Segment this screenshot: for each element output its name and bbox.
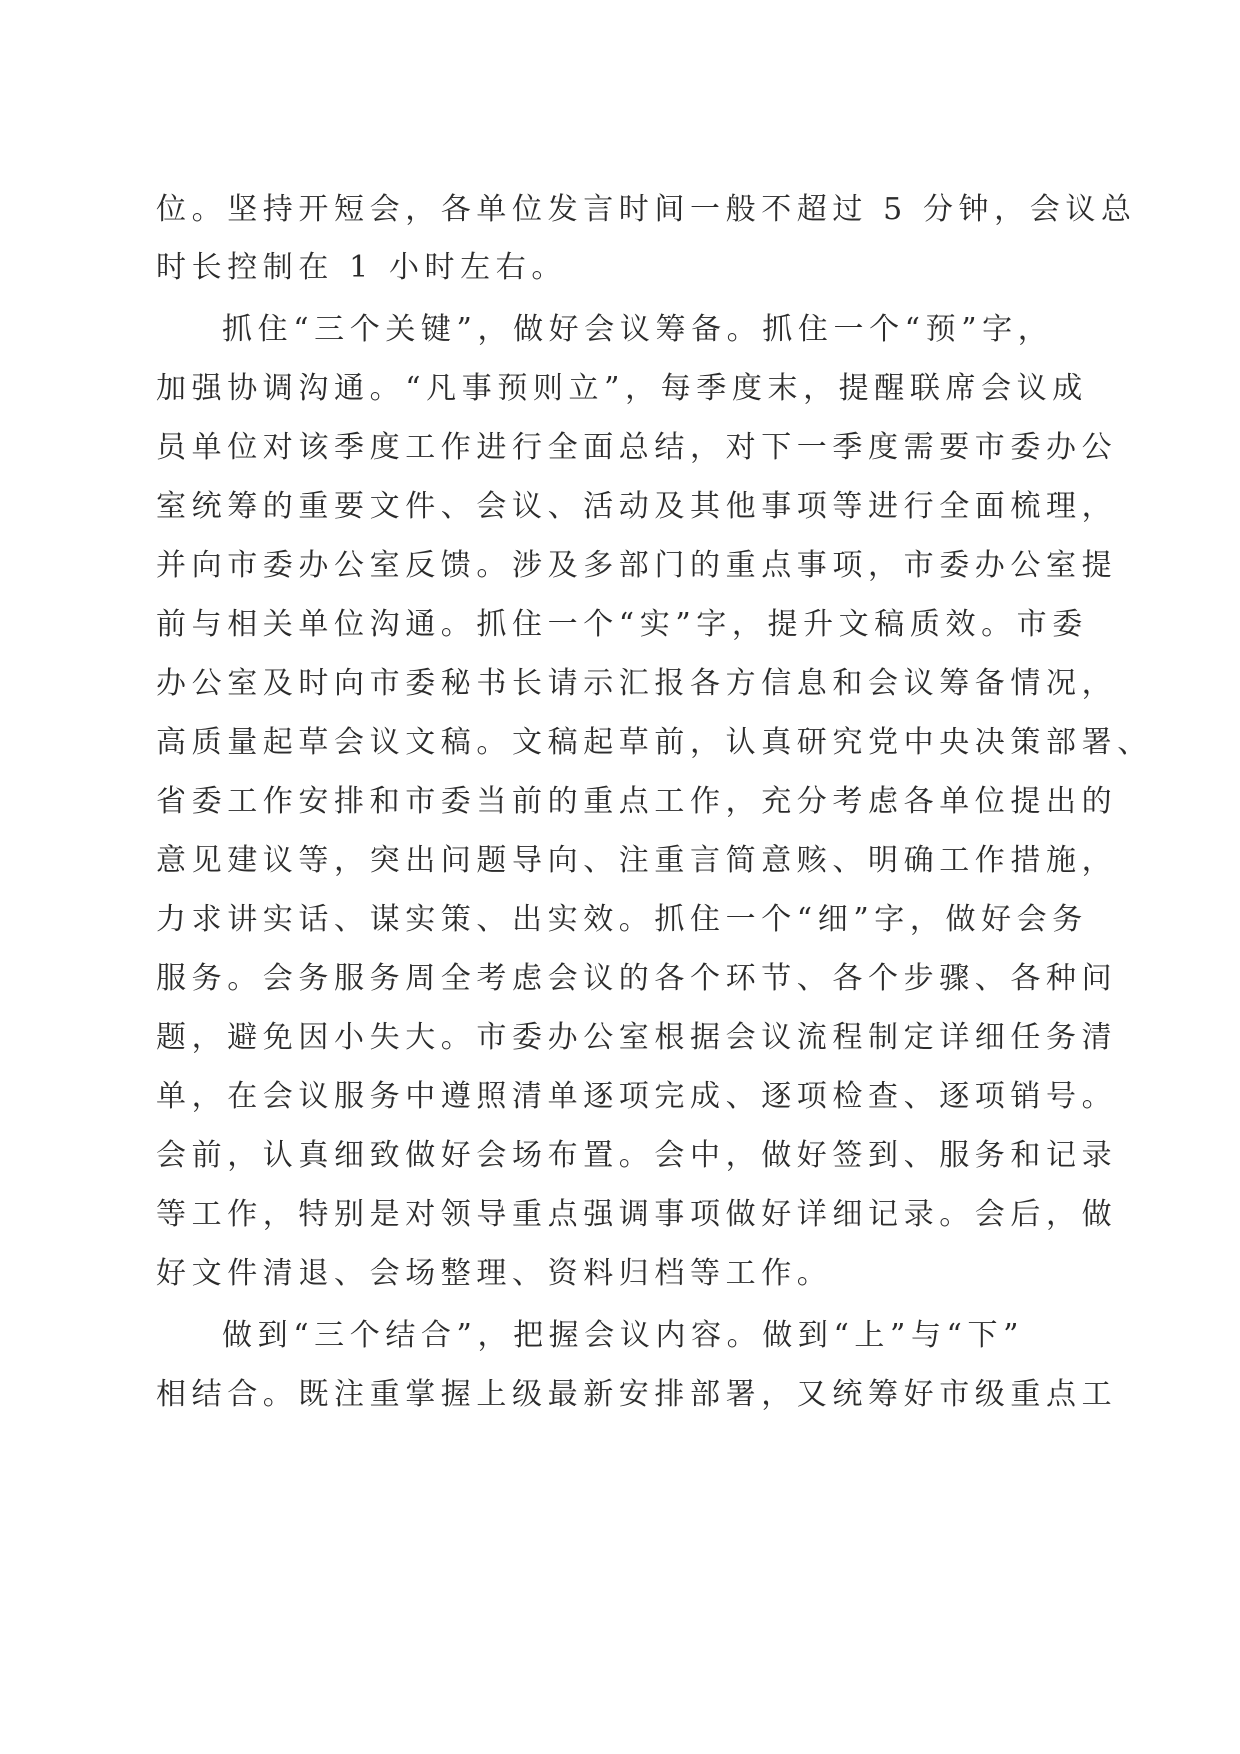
text-line: 员单位对该季度工作进行全面总结，对下一季度需要市委办公	[156, 430, 1118, 465]
text-line: 会前，认真细致做好会场布置。会中，做好签到、服务和记录	[156, 1138, 1118, 1173]
text-line: 并向市委办公室反馈。涉及多部门的重点事项，市委办公室提	[156, 548, 1118, 583]
text-line: 单，在会议服务中遵照清单逐项完成、逐项检查、逐项销号。	[156, 1079, 1118, 1114]
text-line: 好文件清退、会场整理、资料归档等工作。	[156, 1256, 833, 1291]
text-line: 加强协调沟通。“凡事预则立”，每季度末，提醒联席会议成	[156, 371, 1088, 406]
text-line: 位。坚持开短会，各单位发言时间一般不超过 5 分钟，会议总	[156, 192, 1137, 227]
text-line: 高质量起草会议文稿。文稿起草前，认真研究党中央决策部署、	[156, 725, 1153, 760]
text-line: 服务。会务服务周全考虑会议的各个环节、各个步骤、各种问	[156, 961, 1118, 996]
paragraph-start-line: 抓住“三个关键”，做好会议筹备。抓住一个“预”字，	[222, 312, 1054, 347]
text-line: 办公室及时向市委秘书长请示汇报各方信息和会议筹备情况，	[156, 666, 1118, 701]
text-line: 室统筹的重要文件、会议、活动及其他事项等进行全面梳理，	[156, 489, 1118, 524]
text-line: 省委工作安排和市委当前的重点工作，充分考虑各单位提出的	[156, 784, 1118, 819]
text-line: 等工作，特别是对领导重点强调事项做好详细记录。会后，做	[156, 1197, 1118, 1232]
text-line: 前与相关单位沟通。抓住一个“实”字，提升文稿质效。市委	[156, 607, 1088, 642]
text-line: 题，避免因小失大。市委办公室根据会议流程制定详细任务清	[156, 1020, 1118, 1055]
text-line: 相结合。既注重掌握上级最新安排部署，又统筹好市级重点工	[156, 1377, 1118, 1412]
text-line: 时长控制在 1 小时左右。	[156, 250, 567, 285]
text-line: 力求讲实话、谋实策、出实效。抓住一个“细”字，做好会务	[156, 902, 1088, 937]
text-line: 意见建议等，突出问题导向、注重言简意赅、明确工作措施，	[156, 843, 1118, 878]
paragraph-start-line: 做到“三个结合”，把握会议内容。做到“上”与“下”	[222, 1318, 1025, 1353]
